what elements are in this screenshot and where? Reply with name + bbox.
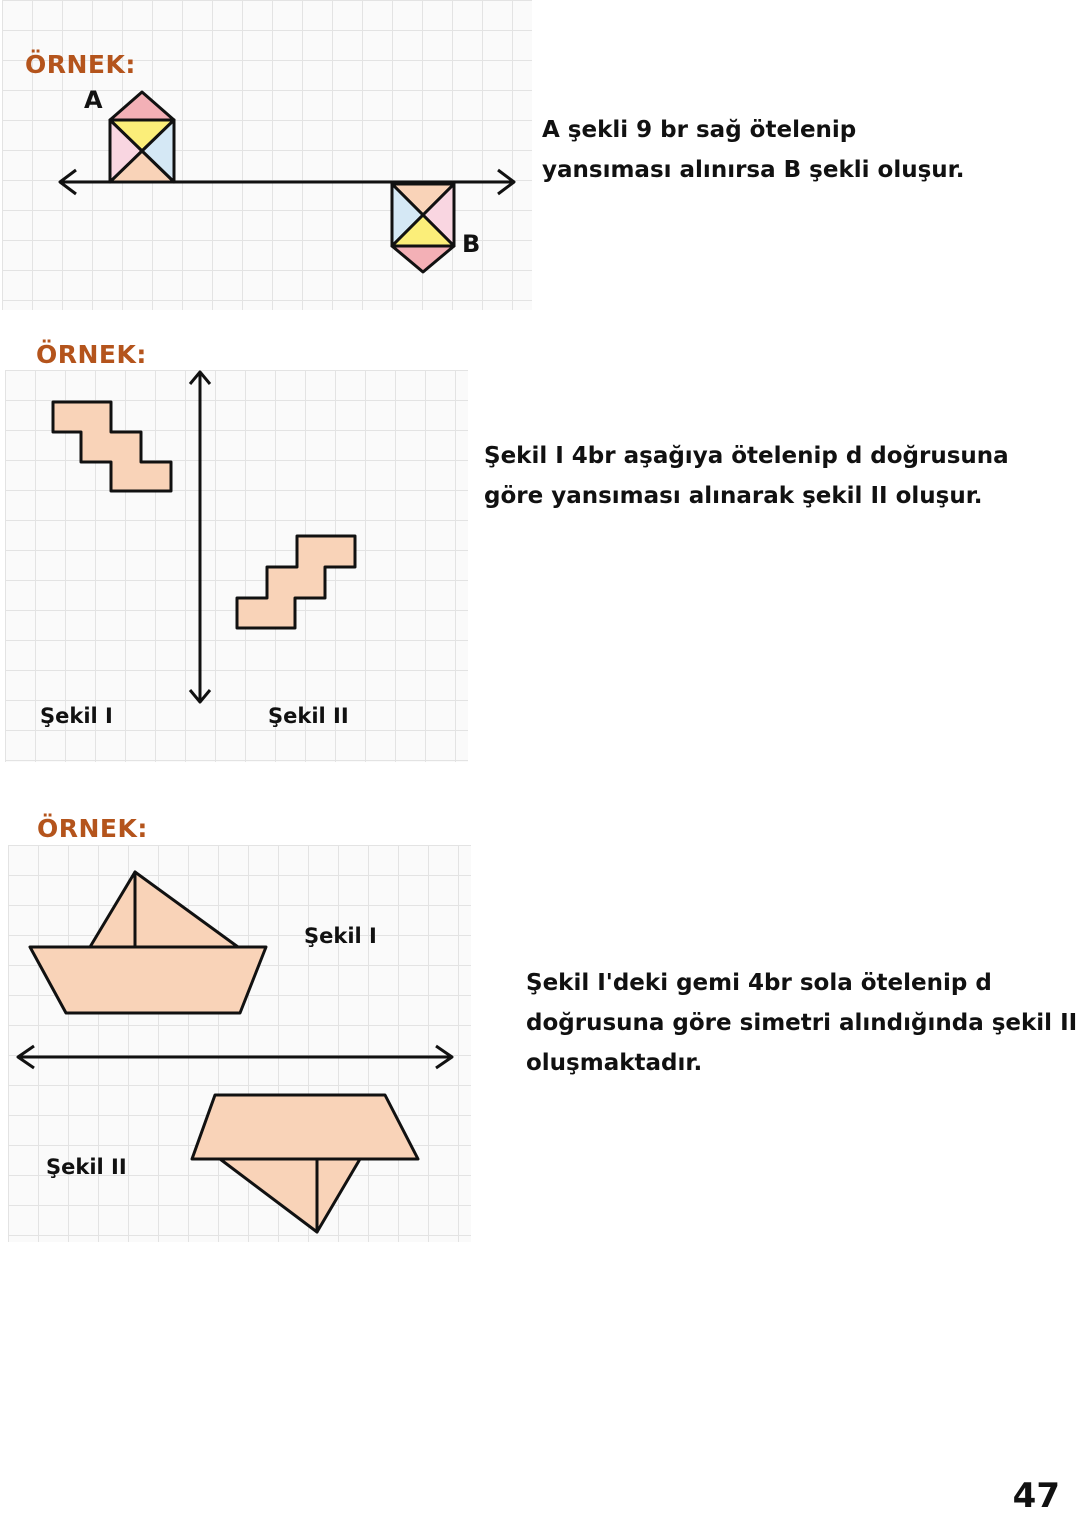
example-3-line-1: Şekil I'deki gemi 4br sola ötelenip d [526, 970, 992, 996]
example-3-description [526, 963, 1077, 1083]
boat-figure-1 [30, 872, 266, 1013]
example-1-description [542, 110, 964, 190]
example-2-heading: ÖRNEK: [36, 340, 147, 369]
shape-a [110, 92, 174, 182]
example-2-line-2: göre yansıması alınarak şekil II oluşur. [484, 483, 983, 509]
shape-a-label: A [84, 86, 103, 114]
example-3-label-figure-2: Şekil II [46, 1155, 127, 1179]
example-1-heading: ÖRNEK: [25, 50, 136, 79]
example-1-line-2: yansıması alınırsa B şekli oluşur. [542, 157, 965, 183]
example-1-figure [2, 0, 532, 310]
example-3-line-3: oluşmaktadır. [526, 1050, 703, 1076]
shape-b-label: B [462, 230, 481, 258]
page-number: 47 [1012, 1476, 1060, 1516]
example-2-description [484, 436, 1009, 516]
example-2-line-1: Şekil I 4br aşağıya ötelenip d doğrusuna [484, 443, 1009, 469]
example-3-label-figure-1: Şekil I [304, 924, 377, 948]
example-1-line-1: A şekli 9 br sağ ötelenip [542, 117, 857, 143]
example-3-heading: ÖRNEK: [37, 814, 148, 843]
shape-b [392, 184, 454, 272]
example-2-label-figure-2: Şekil II [268, 704, 349, 728]
boat-figure-2 [192, 1095, 418, 1232]
example-3-line-2: doğrusuna göre simetri alındığında şekil II [526, 1010, 1078, 1036]
figure-1-staircase [53, 402, 171, 491]
example-2-label-figure-1: Şekil I [40, 704, 113, 728]
figure-2-staircase [237, 536, 355, 628]
example-3-figure [8, 845, 471, 1242]
